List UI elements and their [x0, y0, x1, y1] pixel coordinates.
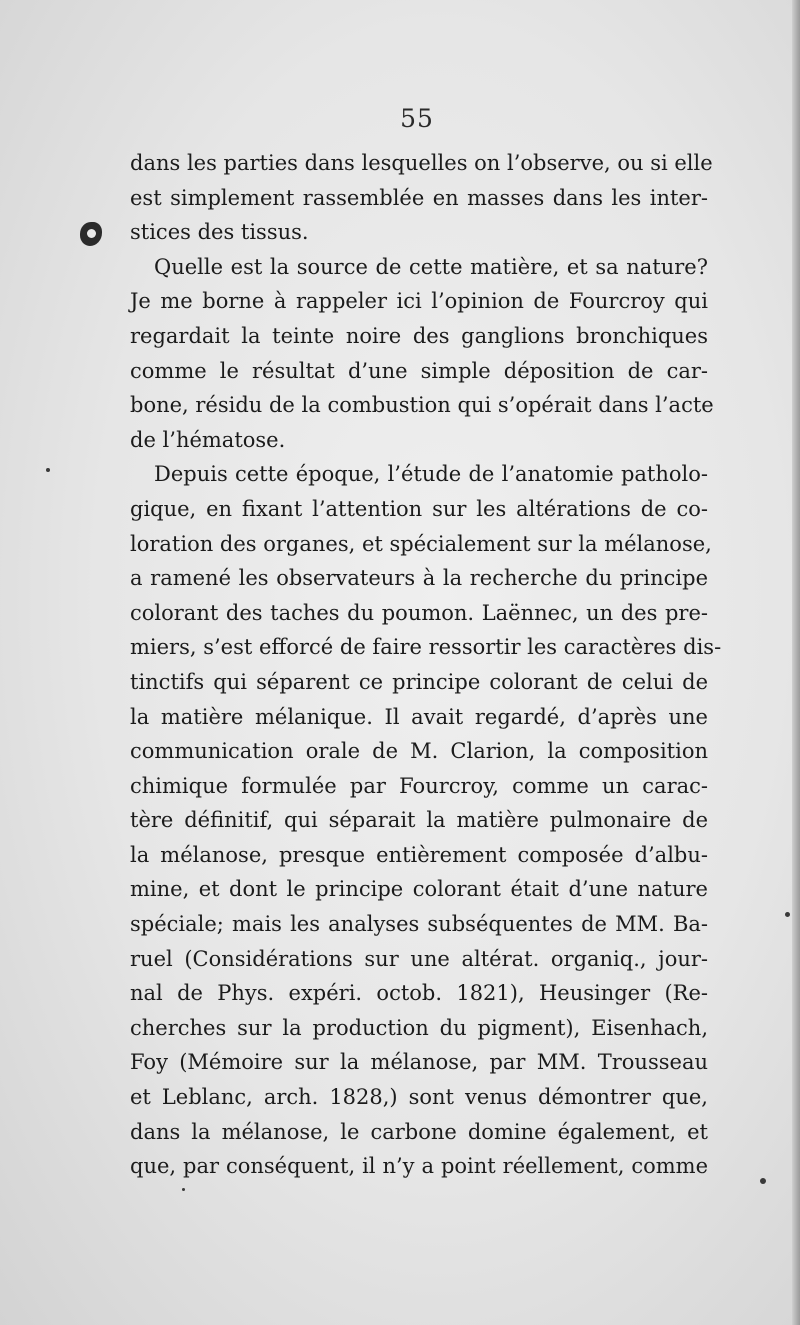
text-line: est simplement rassemblée en masses dans les inter-	[130, 185, 708, 210]
text-line: que, par conséquent, il n’y a point réellement, comme	[130, 1154, 708, 1179]
text-line: dans les parties dans lesquelles on l’observe, ou si elle	[130, 151, 713, 175]
paper-speck	[785, 912, 790, 917]
page-edge-shadow	[792, 0, 800, 1325]
text-line: miers, s’est efforcé de faire ressortir les caractères dis-	[130, 635, 722, 660]
text-line: Foy (Mémoire sur la mélanose, par MM. Trousseau	[130, 1050, 708, 1075]
text-line: a ramené les observateurs à la recherche du principe	[130, 566, 708, 591]
text-line: de l’hématose.	[130, 427, 286, 452]
text-line: chimique formulée par Fourcroy, comme un carac-	[130, 773, 708, 798]
text-line: communication orale de M. Clarion, la composition	[130, 739, 708, 764]
body-text	[130, 146, 722, 1184]
paper-speck	[182, 1188, 185, 1191]
text-line: la mélanose, presque entièrement composée d’albu-	[130, 842, 708, 867]
text-line: et Leblanc, arch. 1828,) sont venus démontrer que,	[130, 1085, 708, 1110]
text-line: dans la mélanose, le carbone domine également, et	[130, 1119, 708, 1144]
text-line: loration des organes, et spécialement sur la mélanose,	[130, 531, 712, 556]
text-line: cherches sur la production du pigment), Eisenhach,	[130, 1015, 708, 1040]
text-line: gique, en fixant l’attention sur les altérations de co-	[130, 496, 708, 521]
text-line: nal de Phys. expéri. octob. 1821), Heusinger (Re-	[130, 981, 708, 1006]
text-line: ruel (Considérations sur une altérat. organiq., jour-	[130, 946, 708, 971]
text-line: spéciale; mais les analyses subséquentes de MM. Ba-	[130, 912, 708, 937]
text-line: Je me borne à rappeler ici l’opinion de Fourcroy qui	[130, 289, 708, 314]
ink-blot-mark	[80, 222, 102, 246]
page-number: 55	[400, 104, 434, 133]
text-line: stices des tissus.	[130, 220, 309, 245]
paper-speck	[760, 1178, 766, 1184]
text-line: bone, résidu de la combustion qui s’opérait dans l’acte	[130, 393, 714, 418]
paper-speck	[46, 468, 50, 472]
text-line: Depuis cette époque, l’étude de l’anatomie patholo-	[154, 462, 708, 487]
text-line: tère définitif, qui séparait la matière pulmonaire de	[130, 808, 708, 833]
text-line: Quelle est la source de cette matière, et sa nature?	[154, 254, 708, 279]
text-line: la matière mélanique. Il avait regardé, d’après une	[130, 704, 708, 729]
text-line: tinctifs qui séparent ce principe colorant de celui de	[130, 669, 708, 694]
text-line: comme le résultat d’une simple déposition de car-	[130, 358, 708, 383]
text-line: colorant des taches du poumon. Laënnec, un des pre-	[130, 600, 708, 625]
text-line: regardait la teinte noire des ganglions bronchiques	[130, 323, 708, 348]
text-line: mine, et dont le principe colorant était d’une nature	[130, 877, 708, 902]
